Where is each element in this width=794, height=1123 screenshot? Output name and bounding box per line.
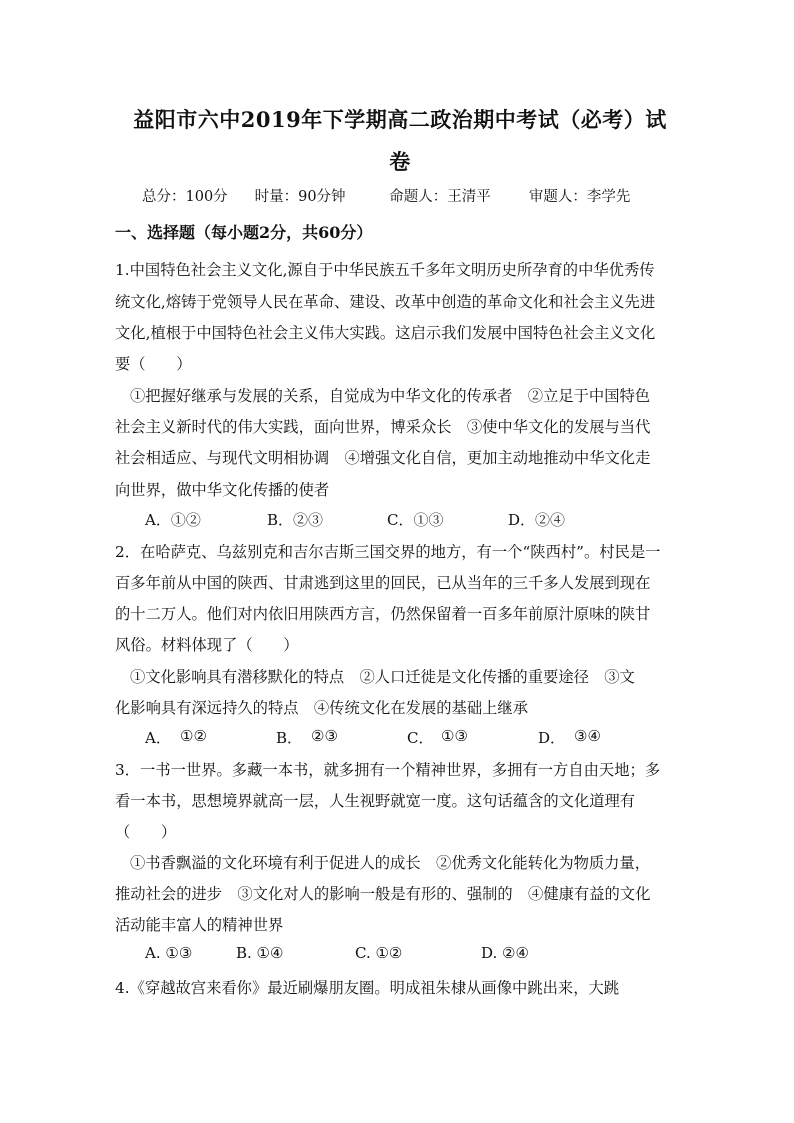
q2-option-a-value[interactable]: ①②	[180, 727, 207, 745]
q1-item-line: ①把握好继承与发展的关系，自觉成为中华文化的传承者 ②立足于中国特色	[130, 387, 651, 405]
section-heading: 一、选择题（每小题2分，共60分）	[115, 223, 373, 242]
time-limit: 时量：90分钟	[254, 189, 346, 205]
q1-option-a[interactable]: A．①②	[145, 511, 201, 529]
q3-item-line: 推动社会的进步 ③文化对人的影响一般是有形的、强制的 ④健康有益的文化	[115, 885, 651, 903]
q2-option-c-value[interactable]: ①③	[441, 727, 468, 745]
reviewer: 审题人：李学先	[528, 189, 631, 205]
q1-stem-line: 要（ ）	[115, 355, 192, 373]
total-score: 总分：100分	[142, 189, 228, 205]
q3-stem-line: （ ）	[115, 823, 177, 841]
q2-option-a-letter[interactable]: A．	[145, 729, 171, 747]
q2-stem-line: 的十二万人。他们对内依旧用陕西方言，仍然保留着一百多年前原汁原味的陕甘	[115, 605, 651, 623]
q2-option-c-letter[interactable]: C．	[407, 729, 434, 747]
q2-stem-line: 百多年前从中国的陕西、甘肃逃到这里的回民，已从当年的三千多人发展到现在	[115, 574, 651, 592]
exam-meta	[142, 185, 630, 206]
q2-stem-line: 风俗。材料体现了（ ）	[115, 636, 299, 654]
q1-stem-line: 文化,植根于中国特色社会主义伟大实践。这启示我们发展中国特色社会主义文化	[115, 324, 656, 342]
q1-item-line: 向世界，做中华文化传播的使者	[115, 481, 330, 499]
q2-option-d-letter[interactable]: D．	[538, 729, 566, 747]
q3-option-d[interactable]: D. ②④	[481, 944, 529, 962]
q3-option-a[interactable]: A. ①③	[145, 944, 193, 962]
q3-item-line: ①书香飘溢的文化环境有利于促进人的成长 ②优秀文化能转化为物质力量，	[130, 854, 651, 872]
q3-option-b[interactable]: B. ①④	[236, 944, 284, 962]
q3-stem-line: 3．一书一世界。多藏一本书，就多拥有一个精神世界，多拥有一方自由天地；多	[115, 761, 661, 779]
q4-stem-line: 4.《穿越故宫来看你》最近刷爆朋友圈。明成祖朱棣从画像中跳出来，大跳	[115, 979, 620, 997]
q1-option-c[interactable]: C．①③	[387, 511, 444, 529]
q1-item-line: 社会相适应、与现代文明相协调 ④增强文化自信，更加主动地推动中华文化走	[115, 449, 651, 467]
q2-option-d-value[interactable]: ③④	[574, 727, 601, 745]
q3-stem-line: 看一本书，思想境界就高一层，人生视野就宽一度。这句话蕴含的文化道理有	[115, 792, 636, 810]
exam-title-line-2: 卷	[389, 149, 411, 174]
exam-title-line-1: 益阳市六中2019年下学期高二政治期中考试（必考）试	[133, 107, 667, 132]
q2-stem-line: 2．在哈萨克、乌兹别克和吉尔吉斯三国交界的地方，有一个“陕西村”。村民是一	[115, 543, 661, 561]
q2-item-line: ①文化影响具有潜移默化的特点 ②人口迁徙是文化传播的重要途径 ③文	[130, 668, 635, 686]
q1-item-line: 社会主义新时代的伟大实践，面向世界，博采众长 ③使中华文化的发展与当代	[115, 418, 651, 436]
q3-item-line: 活动能丰富人的精神世界	[115, 916, 284, 934]
q1-option-d[interactable]: D．②④	[508, 511, 566, 529]
question-author: 命题人：王清平	[389, 189, 491, 205]
q3-option-c[interactable]: C. ①②	[355, 944, 403, 962]
q2-item-line: 化影响具有深远持久的特点 ④传统文化在发展的基础上继承	[115, 699, 529, 717]
q2-option-b-value[interactable]: ②③	[311, 727, 338, 745]
q1-stem-line: 1.中国特色社会主义文化,源自于中华民族五千多年文明历史所孕育的中华优秀传	[115, 261, 655, 279]
q2-option-b-letter[interactable]: B．	[276, 729, 303, 747]
q1-stem-line: 统文化,熔铸于党领导人民在革命、建设、改革中创造的革命文化和社会主义先进	[115, 293, 656, 311]
q1-option-b[interactable]: B．②③	[267, 511, 324, 529]
